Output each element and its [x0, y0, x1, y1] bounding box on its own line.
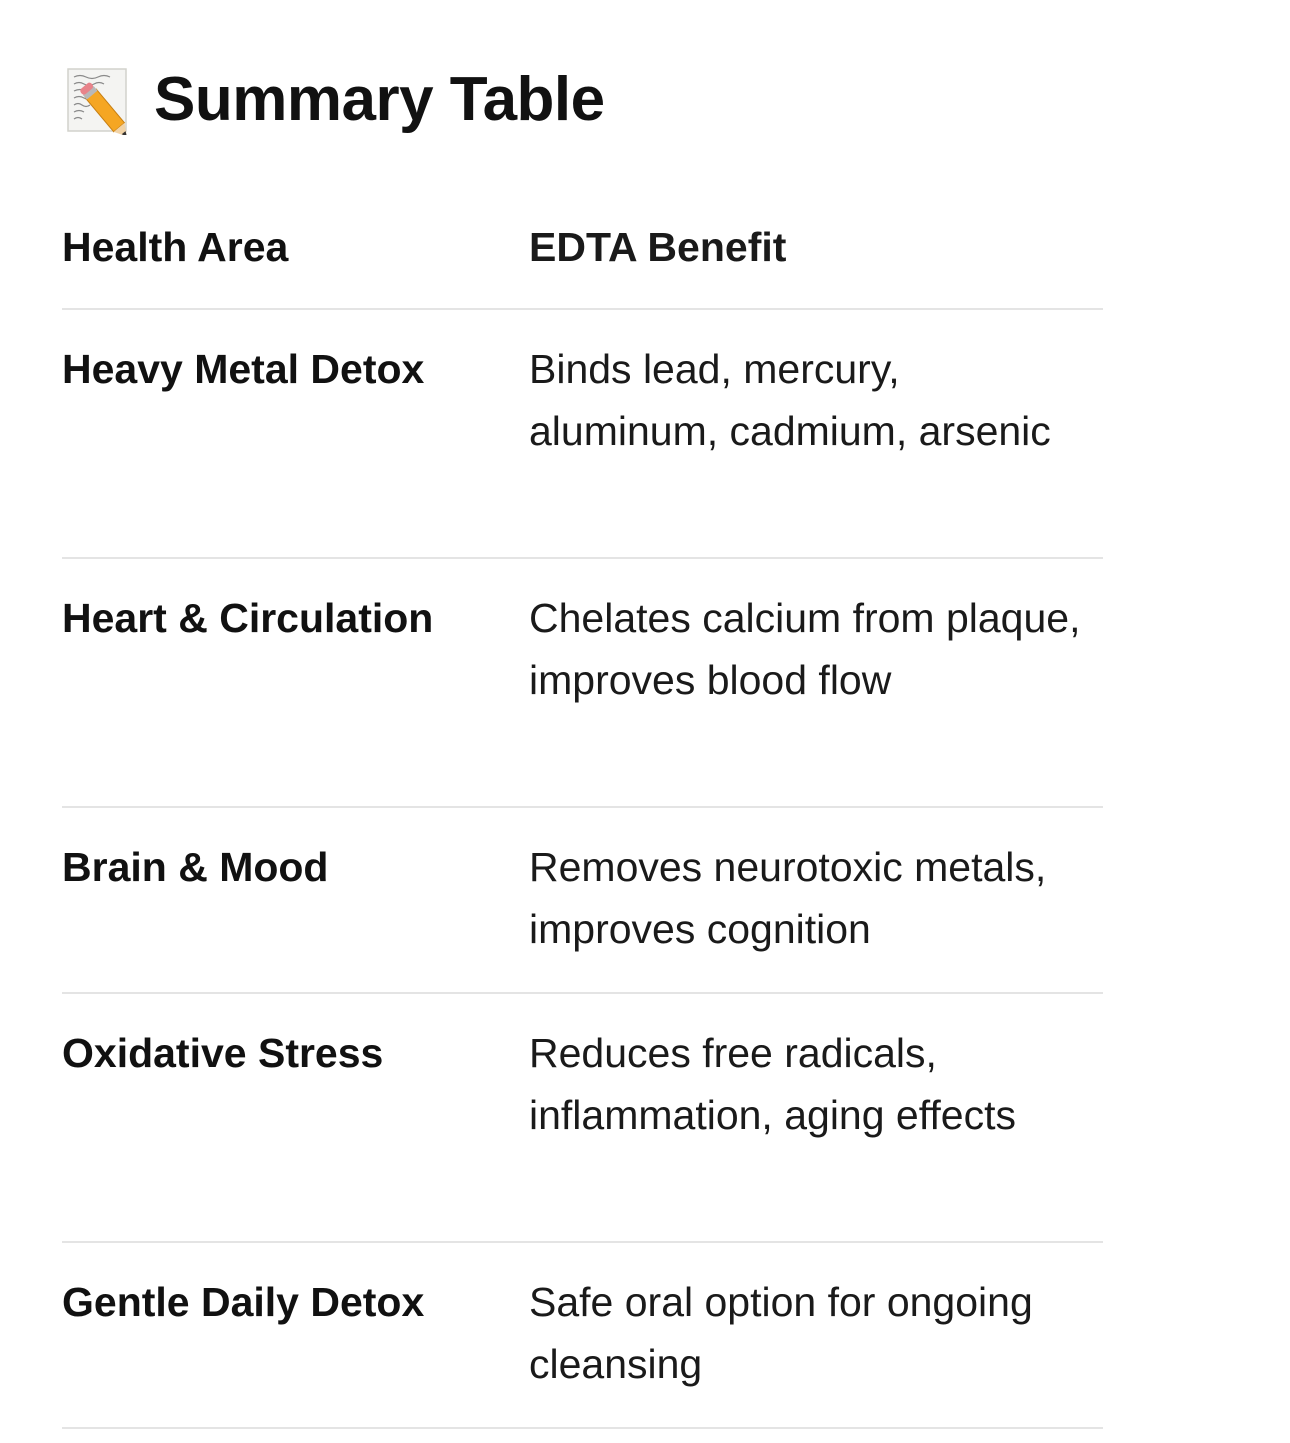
- table-row: [62, 310, 1103, 559]
- summary-table: [62, 212, 1103, 1429]
- section-heading: [62, 58, 605, 142]
- table-row: [62, 1243, 1103, 1429]
- edta-benefit-cell: Safe oral option for ongoing cleansing: [529, 1279, 1033, 1387]
- edta-benefit-cell: Removes neurotoxic metals, improves cognition: [529, 844, 1047, 952]
- table-row: [62, 994, 1103, 1243]
- column-header-health-area: Health Area: [62, 224, 289, 270]
- health-area-cell: Oxidative Stress: [62, 1030, 384, 1076]
- table-header-row: [62, 212, 1103, 310]
- edta-benefit-cell: Chelates calcium from plaque, improves blood flow: [529, 595, 1081, 703]
- edta-benefit-cell: Binds lead, mercury, aluminum, cadmium, arsenic: [529, 346, 1051, 454]
- column-header-edta-benefit: EDTA Benefit: [529, 224, 787, 270]
- table-row: [62, 808, 1103, 994]
- health-area-cell: Gentle Daily Detox: [62, 1279, 425, 1325]
- edta-benefit-cell: Reduces free radicals, inflammation, aging effects: [529, 1030, 1016, 1138]
- health-area-cell: Brain & Mood: [62, 844, 329, 890]
- memo-pencil-icon: [66, 65, 132, 135]
- health-area-cell: Heavy Metal Detox: [62, 346, 425, 392]
- page-title: Summary Table: [154, 65, 605, 134]
- health-area-cell: Heart & Circulation: [62, 595, 434, 641]
- table-row: [62, 559, 1103, 808]
